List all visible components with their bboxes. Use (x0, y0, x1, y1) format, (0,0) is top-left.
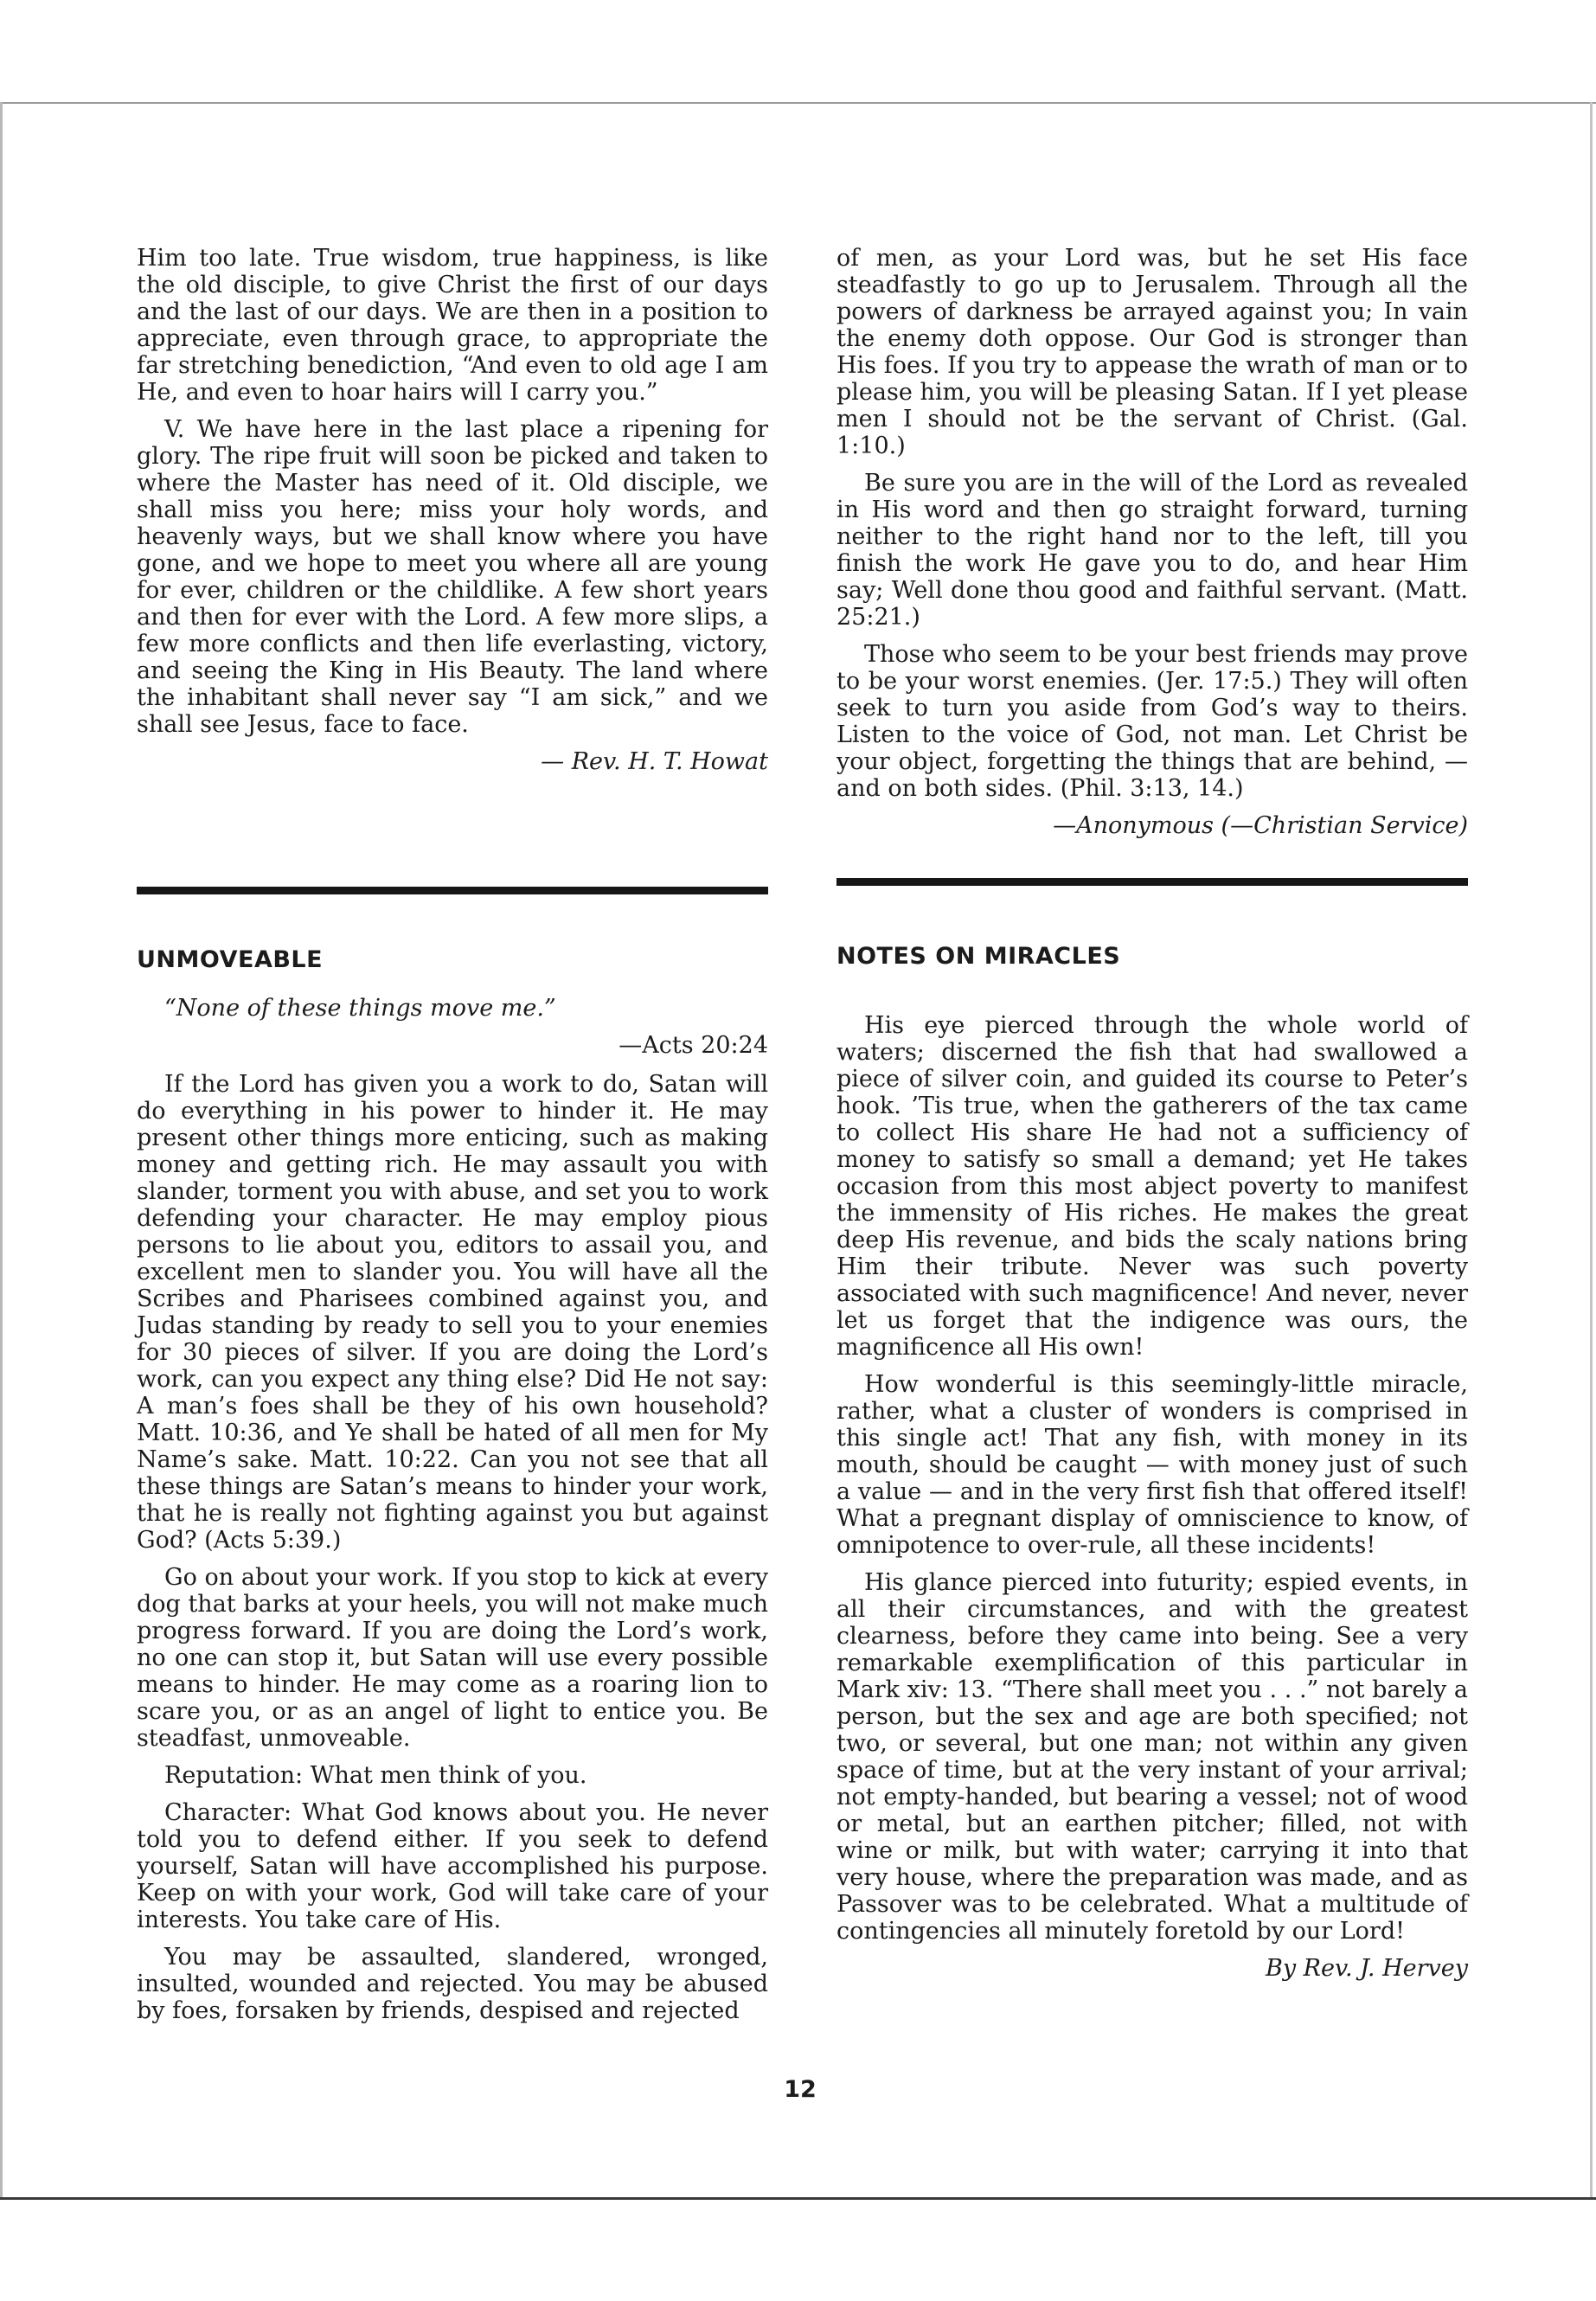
author-signature: By Rev. J. Hervey (1265, 1955, 1468, 1982)
page-number: 12 (784, 2076, 817, 2103)
article-paragraph: His glance pierced into futurity; espied events, in all their circumstances, and with the greatest clearness, before they came into being. See a very remarkable exemplification of this particular in Mark xiv: 13. “There shall meet you . . .” not barely a person, but the sex and age are both specified; not two, or several, but one man; not within any given space of time, but at the very instant of your arrival; not empty-handed, but bearing a vessel; not of wood or metal, but an earthen pitcher; filled, not with wine or milk, but with water; carrying it into that very house, where the preparation was made, and as Passover was to be celebrated. What a multitude of contingencies all minutely foretold by our Lord! (836, 1569, 1468, 1945)
article-paragraph: V. We have here in the last place a ripening for glory. The ripe fruit will soon be picked and taken to where the Master has need of it. Old disciple, we shall miss you here; miss your holy words, and heavenly ways, but we shall know where you have gone, and we hope to meet you where all are young for ever, children or the childlike. A few short years and then for ever with the Lord. A few more slips, a few more conflicts and then life everlasting, victory, and seeing the King in His Beauty. The land where the inhabitant shall never say “I am sick,” and we shall see Jesus, face to face. (137, 416, 768, 738)
author-signature: — Rev. H. T. Howat (541, 748, 768, 775)
section-divider-left (137, 887, 768, 894)
page-edge-bottom (0, 2197, 1596, 2200)
section-divider-right (836, 878, 1468, 886)
article-paragraph: Those who seem to be your best friends may prove to be your worst enemies. (Jer. 17:5.) They will often seek to turn you aside from God’s way to theirs. Listen to the voice of God, not man. Let Christ be your object, forgetting the things that are behind, — and on both sides. (Phil. 3:13, 14.) (836, 641, 1468, 802)
article-paragraph: You may be assaulted, slandered, wronged, insulted, wounded and rejected. You may be abused by foes, forsaken by friends, despised and rejected (137, 1944, 768, 2024)
unmoveable-heading: UNMOVEABLE (137, 946, 324, 973)
article-paragraph: His eye pierced through the whole world of waters; discerned the fish that had swallowed a piece of silver coin, and guided its course to Peter’s hook. ’Tis true, when the gatherers of the tax came to collect His share He had not a sufficiency of money to satisfy so small a demand; yet He takes occasion from this most abject poverty to manifest the immensity of His riches. He makes the great deep His revenue, and bids the scaly nations bring Him their tribute. Never was such poverty associated with such magnificence! And never, never let us forget that the indigence was ours, the magnificence all His own! (836, 1012, 1468, 1361)
page-edge-right (1590, 102, 1593, 2200)
miracles-article (836, 1012, 1468, 1982)
article-paragraph: If the Lord has given you a work to do, Satan will do everything in his power to hinder it. He may present other things more enticing, such as making money and getting rich. He may assault you with slander, torment you with abuse, and set you to work defending your character. He may employ pious persons to lie about you, editors to assail you, and excellent men to slander you. You will have all the Scribes and Pharisees combined against you, and Judas standing by ready to sell you to your enemies for 30 pieces of silver. If you are doing the Lord’s work, can you expect any thing else? Did He not say: A man’s foes shall be they of his own household? Matt. 10:36, and Ye shall be hated of all men for My Name’s sake. Matt. 10:22. Can you not see that all these things are Satan’s means to hinder your work, that he is really not fighting against you but against God? (Acts 5:39.) (137, 1071, 768, 1554)
epigraph-quote: “None of these things move me.” (164, 995, 556, 1022)
unmoveable-article (137, 995, 768, 2035)
article-paragraph: Go on about your work. If you stop to kick at every dog that barks at your heels, you will not make much progress forward. If you are doing the Lord’s work, no one can stop it, but Satan will use every possible means to hinder. He may come as a roaring lion to scare you, or as an angel of light to entice you. Be steadfast, unmoveable. (137, 1564, 768, 1752)
article-paragraph: How wonderful is this seemingly-little miracle, rather, what a cluster of wonders is comprised in this single act! That any fish, with money in its mouth, should be caught — with money just of such a value — and in the very first fish that offered itself! What a pregnant display of omniscience to know, of omnipotence to over-rule, all these incidents! (836, 1371, 1468, 1559)
article-paragraph: Character: What God knows about you. He never told you to defend either. If you seek to defend yourself, Satan will have accomplished his purpose. Keep on with your work, God will take care of your interests. You take care of His. (137, 1799, 768, 1933)
author-signature: —Anonymous (—Christian Service) (1053, 812, 1468, 839)
top-right-article (836, 245, 1468, 839)
page-edge-top (0, 102, 1596, 104)
article-paragraph: of men, as your Lord was, but he set His face steadfastly to go up to Jerusalem. Through all the powers of darkness be arrayed against you; In vain the enemy doth oppose. Our God is stronger than His foes. If you try to appease the wrath of man or to please him, you will be pleasing Satan. If I yet please men I should not be the servant of Christ. (Gal. 1:10.) (836, 245, 1468, 459)
article-paragraph: Him too late. True wisdom, true happiness, is like the old disciple, to give Christ the first of our days and the last of our days. We are then in a position to appreciate, even through grace, to appropriate the far stretching benediction, “And even to old age I am He, and even to hoar hairs will I carry you.” (137, 245, 768, 406)
article-paragraph: Reputation: What men think of you. (164, 1762, 587, 1789)
miracles-heading: NOTES ON MIRACLES (836, 943, 1121, 970)
top-left-article (137, 245, 768, 775)
page-edge-left (0, 102, 3, 2200)
article-paragraph: Be sure you are in the will of the Lord as revealed in His word and then go straight forward, turning neither to the right hand nor to the left, till you finish the work He gave you to do, and hear Him say; Well done thou good and faithful servant. (Matt. 25:21.) (836, 470, 1468, 631)
epigraph-reference: —Acts 20:24 (619, 1032, 768, 1059)
